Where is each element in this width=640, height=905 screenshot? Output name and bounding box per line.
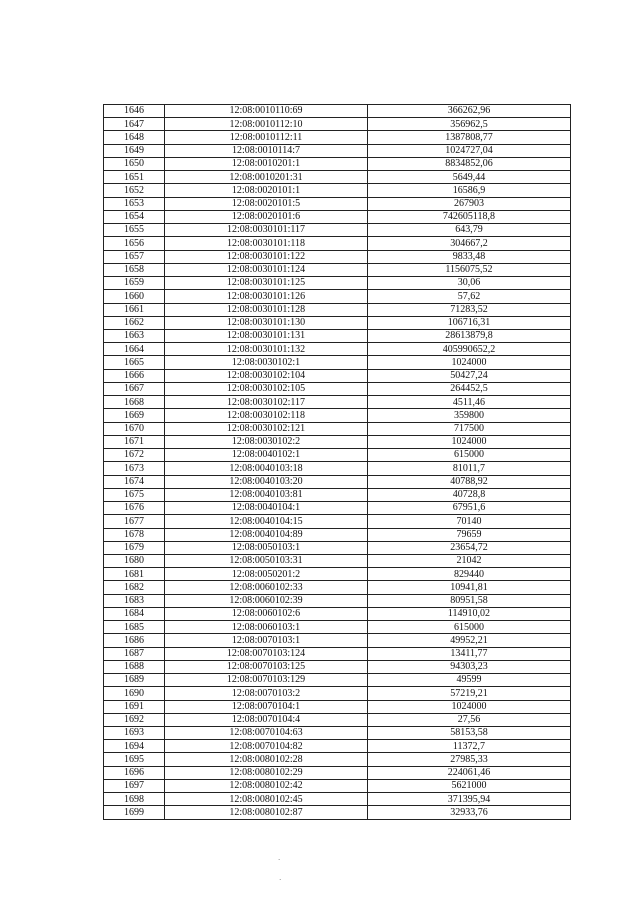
table-row — [104, 700, 571, 713]
table-row — [104, 607, 571, 620]
cadastral-number-cell: 12:08:0010114:7 — [165, 144, 368, 157]
cadastral-number-cell: 12:08:0080102:45 — [165, 793, 368, 806]
table-row — [104, 409, 571, 422]
table-row — [104, 382, 571, 395]
cadastral-number-cell: 12:08:0030101:126 — [165, 290, 368, 303]
cadastral-number-cell: 12:08:0060102:6 — [165, 607, 368, 620]
cadastral-number-cell: 12:08:0070104:63 — [165, 727, 368, 740]
row-number-cell: 1692 — [104, 713, 165, 726]
cadastral-number-cell: 12:08:0060102:39 — [165, 594, 368, 607]
cadastral-number-cell: 12:08:0020101:1 — [165, 184, 368, 197]
table-row — [104, 210, 571, 223]
cadastral-number-cell: 12:08:0030101:128 — [165, 303, 368, 316]
cadastral-value-cell: 71283,52 — [368, 303, 571, 316]
cadastral-number-cell: 12:08:0080102:28 — [165, 753, 368, 766]
row-number-cell: 1675 — [104, 488, 165, 501]
row-number-cell: 1651 — [104, 171, 165, 184]
table-body — [104, 105, 571, 820]
row-number-cell: 1687 — [104, 647, 165, 660]
table-row — [104, 779, 571, 792]
cadastral-value-cell: 106716,31 — [368, 316, 571, 329]
row-number-cell: 1676 — [104, 502, 165, 515]
cadastral-number-cell: 12:08:0070103:124 — [165, 647, 368, 660]
row-number-cell: 1658 — [104, 263, 165, 276]
row-number-cell: 1684 — [104, 607, 165, 620]
cadastral-value-cell: 4511,46 — [368, 396, 571, 409]
cadastral-value-cell: 16586,9 — [368, 184, 571, 197]
row-number-cell: 1647 — [104, 118, 165, 131]
cadastral-value-cell: 28613879,8 — [368, 329, 571, 342]
cadastral-number-cell: 12:08:0030101:130 — [165, 316, 368, 329]
table-row — [104, 118, 571, 131]
cadastral-value-cell: 49599 — [368, 674, 571, 687]
cadastral-number-cell: 12:08:0010112:11 — [165, 131, 368, 144]
cadastral-value-cell: 1024000 — [368, 700, 571, 713]
row-number-cell: 1665 — [104, 356, 165, 369]
row-number-cell: 1646 — [104, 105, 165, 118]
table-row — [104, 621, 571, 634]
cadastral-number-cell: 12:08:0030102:104 — [165, 369, 368, 382]
table-row — [104, 554, 571, 567]
row-number-cell: 1693 — [104, 727, 165, 740]
table-row — [104, 356, 571, 369]
table-row — [104, 515, 571, 528]
table-row — [104, 568, 571, 581]
cadastral-value-cell: 1024727,04 — [368, 144, 571, 157]
scan-speck: ` — [278, 858, 281, 866]
cadastral-number-cell: 12:08:0020101:6 — [165, 210, 368, 223]
table-row — [104, 687, 571, 700]
cadastral-number-cell: 12:08:0070103:1 — [165, 634, 368, 647]
cadastral-value-cell: 371395,94 — [368, 793, 571, 806]
cadastral-value-cell: 717500 — [368, 422, 571, 435]
cadastral-number-cell: 12:08:0010112:10 — [165, 118, 368, 131]
cadastral-value-cell: 70140 — [368, 515, 571, 528]
cadastral-value-cell: 80951,58 — [368, 594, 571, 607]
cadastral-number-cell: 12:08:0070104:1 — [165, 700, 368, 713]
cadastral-number-cell: 12:08:0030102:121 — [165, 422, 368, 435]
row-number-cell: 1690 — [104, 687, 165, 700]
row-number-cell: 1697 — [104, 779, 165, 792]
cadastral-value-cell: 11372,7 — [368, 740, 571, 753]
cadastral-number-cell: 12:08:0080102:42 — [165, 779, 368, 792]
row-number-cell: 1685 — [104, 621, 165, 634]
cadastral-value-cell: 30,06 — [368, 277, 571, 290]
cadastral-number-cell: 12:08:0040102:1 — [165, 449, 368, 462]
cadastral-number-cell: 12:08:0030101:118 — [165, 237, 368, 250]
cadastral-value-cell: 1387808,77 — [368, 131, 571, 144]
row-number-cell: 1695 — [104, 753, 165, 766]
cadastral-value-cell: 615000 — [368, 621, 571, 634]
scan-speck: · — [279, 876, 282, 884]
cadastral-number-cell: 12:08:0070104:4 — [165, 713, 368, 726]
table-row — [104, 290, 571, 303]
cadastral-value-cell: 57,62 — [368, 290, 571, 303]
cadastral-number-cell: 12:08:0040103:18 — [165, 462, 368, 475]
row-number-cell: 1686 — [104, 634, 165, 647]
cadastral-number-cell: 12:08:0020101:5 — [165, 197, 368, 210]
cadastral-number-cell: 12:08:0060102:33 — [165, 581, 368, 594]
cadastral-value-cell: 67951,6 — [368, 502, 571, 515]
cadastral-number-cell: 12:08:0040104:89 — [165, 528, 368, 541]
cadastral-value-cell: 359800 — [368, 409, 571, 422]
cadastral-value-cell: 40788,92 — [368, 475, 571, 488]
row-number-cell: 1669 — [104, 409, 165, 422]
cadastral-value-table — [103, 104, 571, 820]
cadastral-number-cell: 12:08:0070104:82 — [165, 740, 368, 753]
table-row — [104, 488, 571, 501]
row-number-cell: 1653 — [104, 197, 165, 210]
row-number-cell: 1654 — [104, 210, 165, 223]
table-row — [104, 475, 571, 488]
cadastral-value-cell: 50427,24 — [368, 369, 571, 382]
cadastral-number-cell: 12:08:0040103:81 — [165, 488, 368, 501]
row-number-cell: 1664 — [104, 343, 165, 356]
row-number-cell: 1682 — [104, 581, 165, 594]
row-number-cell: 1663 — [104, 329, 165, 342]
cadastral-value-cell: 27,56 — [368, 713, 571, 726]
cadastral-value-cell: 643,79 — [368, 224, 571, 237]
table-row — [104, 369, 571, 382]
table-row — [104, 449, 571, 462]
cadastral-number-cell: 12:08:0060103:1 — [165, 621, 368, 634]
row-number-cell: 1696 — [104, 766, 165, 779]
table-row — [104, 157, 571, 170]
table-row — [104, 197, 571, 210]
cadastral-number-cell: 12:08:0030102:1 — [165, 356, 368, 369]
cadastral-number-cell: 12:08:0010201:31 — [165, 171, 368, 184]
cadastral-value-cell: 40728,8 — [368, 488, 571, 501]
cadastral-value-cell: 27985,33 — [368, 753, 571, 766]
table-row — [104, 462, 571, 475]
cadastral-value-cell: 13411,77 — [368, 647, 571, 660]
cadastral-value-cell: 114910,02 — [368, 607, 571, 620]
table-row — [104, 502, 571, 515]
row-number-cell: 1661 — [104, 303, 165, 316]
table-row — [104, 634, 571, 647]
cadastral-value-cell: 615000 — [368, 449, 571, 462]
cadastral-number-cell: 12:08:0050103:1 — [165, 541, 368, 554]
table-row — [104, 396, 571, 409]
table-row — [104, 581, 571, 594]
cadastral-value-cell: 224061,46 — [368, 766, 571, 779]
row-number-cell: 1650 — [104, 157, 165, 170]
row-number-cell: 1679 — [104, 541, 165, 554]
cadastral-value-cell: 829440 — [368, 568, 571, 581]
cadastral-value-cell: 9833,48 — [368, 250, 571, 263]
cadastral-value-cell: 304667,2 — [368, 237, 571, 250]
table-row — [104, 528, 571, 541]
cadastral-number-cell: 12:08:0030101:125 — [165, 277, 368, 290]
table-row — [104, 263, 571, 276]
cadastral-value-cell: 58153,58 — [368, 727, 571, 740]
row-number-cell: 1668 — [104, 396, 165, 409]
table-row — [104, 171, 571, 184]
table-row — [104, 806, 571, 819]
table-row — [104, 740, 571, 753]
cadastral-value-cell: 79659 — [368, 528, 571, 541]
table-row — [104, 674, 571, 687]
table-row — [104, 250, 571, 263]
table-row — [104, 422, 571, 435]
table-row — [104, 594, 571, 607]
row-number-cell: 1677 — [104, 515, 165, 528]
table-row — [104, 541, 571, 554]
row-number-cell: 1667 — [104, 382, 165, 395]
cadastral-table-container — [103, 104, 571, 820]
cadastral-number-cell: 12:08:0080102:29 — [165, 766, 368, 779]
cadastral-value-cell: 405990652,2 — [368, 343, 571, 356]
table-row — [104, 105, 571, 118]
row-number-cell: 1673 — [104, 462, 165, 475]
cadastral-number-cell: 12:08:0030101:131 — [165, 329, 368, 342]
cadastral-number-cell: 12:08:0030102:118 — [165, 409, 368, 422]
table-row — [104, 144, 571, 157]
table-row — [104, 303, 571, 316]
cadastral-number-cell: 12:08:0050103:31 — [165, 554, 368, 567]
cadastral-value-cell: 1024000 — [368, 356, 571, 369]
cadastral-value-cell: 267903 — [368, 197, 571, 210]
table-row — [104, 224, 571, 237]
row-number-cell: 1660 — [104, 290, 165, 303]
row-number-cell: 1689 — [104, 674, 165, 687]
cadastral-number-cell: 12:08:0050201:2 — [165, 568, 368, 581]
cadastral-value-cell: 5649,44 — [368, 171, 571, 184]
cadastral-number-cell: 12:08:0030101:117 — [165, 224, 368, 237]
cadastral-number-cell: 12:08:0030102:117 — [165, 396, 368, 409]
cadastral-value-cell: 366262,96 — [368, 105, 571, 118]
cadastral-value-cell: 57219,21 — [368, 687, 571, 700]
row-number-cell: 1680 — [104, 554, 165, 567]
row-number-cell: 1662 — [104, 316, 165, 329]
table-row — [104, 237, 571, 250]
row-number-cell: 1671 — [104, 435, 165, 448]
cadastral-number-cell: 12:08:0030101:122 — [165, 250, 368, 263]
row-number-cell: 1698 — [104, 793, 165, 806]
cadastral-value-cell: 1024000 — [368, 435, 571, 448]
cadastral-number-cell: 12:08:0040104:15 — [165, 515, 368, 528]
table-row — [104, 727, 571, 740]
row-number-cell: 1649 — [104, 144, 165, 157]
table-row — [104, 316, 571, 329]
cadastral-number-cell: 12:08:0040104:1 — [165, 502, 368, 515]
row-number-cell: 1678 — [104, 528, 165, 541]
table-row — [104, 329, 571, 342]
cadastral-value-cell: 742605118,8 — [368, 210, 571, 223]
table-row — [104, 647, 571, 660]
cadastral-value-cell: 21042 — [368, 554, 571, 567]
row-number-cell: 1659 — [104, 277, 165, 290]
row-number-cell: 1666 — [104, 369, 165, 382]
table-row — [104, 713, 571, 726]
cadastral-value-cell: 32933,76 — [368, 806, 571, 819]
row-number-cell: 1674 — [104, 475, 165, 488]
row-number-cell: 1683 — [104, 594, 165, 607]
table-row — [104, 435, 571, 448]
row-number-cell: 1681 — [104, 568, 165, 581]
cadastral-value-cell: 81011,7 — [368, 462, 571, 475]
cadastral-number-cell: 12:08:0030102:2 — [165, 435, 368, 448]
row-number-cell: 1688 — [104, 660, 165, 673]
cadastral-value-cell: 23654,72 — [368, 541, 571, 554]
row-number-cell: 1691 — [104, 700, 165, 713]
table-row — [104, 343, 571, 356]
row-number-cell: 1656 — [104, 237, 165, 250]
table-row — [104, 277, 571, 290]
cadastral-value-cell: 10941,81 — [368, 581, 571, 594]
cadastral-number-cell: 12:08:0070103:125 — [165, 660, 368, 673]
table-row — [104, 660, 571, 673]
row-number-cell: 1672 — [104, 449, 165, 462]
cadastral-number-cell: 12:08:0080102:87 — [165, 806, 368, 819]
table-row — [104, 131, 571, 144]
cadastral-number-cell: 12:08:0010110:69 — [165, 105, 368, 118]
row-number-cell: 1652 — [104, 184, 165, 197]
cadastral-number-cell: 12:08:0010201:1 — [165, 157, 368, 170]
cadastral-number-cell: 12:08:0030101:132 — [165, 343, 368, 356]
row-number-cell: 1655 — [104, 224, 165, 237]
row-number-cell: 1670 — [104, 422, 165, 435]
cadastral-value-cell: 1156075,52 — [368, 263, 571, 276]
row-number-cell: 1657 — [104, 250, 165, 263]
cadastral-value-cell: 49952,21 — [368, 634, 571, 647]
table-row — [104, 753, 571, 766]
cadastral-value-cell: 5621000 — [368, 779, 571, 792]
row-number-cell: 1694 — [104, 740, 165, 753]
row-number-cell: 1699 — [104, 806, 165, 819]
table-row — [104, 793, 571, 806]
cadastral-number-cell: 12:08:0030102:105 — [165, 382, 368, 395]
cadastral-number-cell: 12:08:0070103:2 — [165, 687, 368, 700]
cadastral-value-cell: 264452,5 — [368, 382, 571, 395]
table-row — [104, 184, 571, 197]
cadastral-value-cell: 8834852,06 — [368, 157, 571, 170]
cadastral-number-cell: 12:08:0040103:20 — [165, 475, 368, 488]
cadastral-number-cell: 12:08:0070103:129 — [165, 674, 368, 687]
cadastral-number-cell: 12:08:0030101:124 — [165, 263, 368, 276]
cadastral-value-cell: 356962,5 — [368, 118, 571, 131]
cadastral-value-cell: 94303,23 — [368, 660, 571, 673]
table-row — [104, 766, 571, 779]
row-number-cell: 1648 — [104, 131, 165, 144]
